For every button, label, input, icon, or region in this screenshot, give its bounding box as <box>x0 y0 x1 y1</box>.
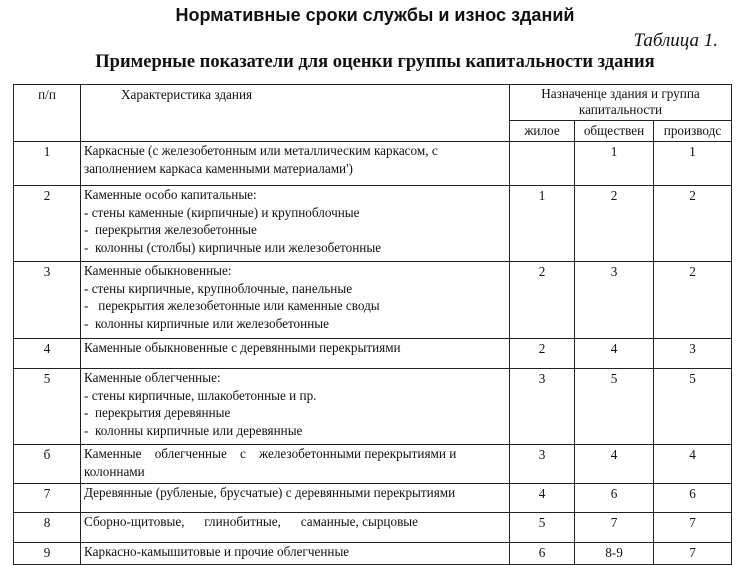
description-line: - стены каменные (кирпичные) и крупноблочные <box>84 204 360 220</box>
value-public: 5 <box>575 369 654 445</box>
value-industrial: 4 <box>654 445 732 484</box>
description-line: Деревянные (рубленые, брусчатые) с деревянными перекрытиями <box>84 485 456 500</box>
value-public: 8-9 <box>575 543 654 565</box>
description-line: - перекрытия железобетонные или каменные своды <box>84 298 380 313</box>
table-row <box>14 369 732 445</box>
table-row <box>14 339 732 369</box>
table-row <box>14 445 732 484</box>
row-num: 8 <box>14 513 81 543</box>
row-description <box>81 339 510 369</box>
header-group <box>510 85 732 121</box>
value-residential: 3 <box>510 445 575 484</box>
table-row <box>14 513 732 543</box>
value-residential: 2 <box>510 262 575 339</box>
value-public: 1 <box>575 142 654 186</box>
table-number-label: Таблица 1. <box>633 30 718 51</box>
header-description: Характеристика здания <box>81 85 510 142</box>
value-industrial: 5 <box>654 369 732 445</box>
row-description <box>81 445 510 484</box>
description-line: Каменные облегченные: <box>84 370 221 385</box>
value-industrial: 2 <box>654 262 732 339</box>
description-line: Каркасно-камышитовые и прочие облегченные <box>84 544 350 559</box>
row-num: 4 <box>14 339 81 369</box>
description-line: колоннами <box>84 463 145 479</box>
row-num: 9 <box>14 543 81 565</box>
table-row <box>14 186 732 262</box>
value-industrial: 2 <box>654 186 732 262</box>
header-group-line2: капитальности <box>578 102 663 117</box>
description-line: Сборно-щитовые, глинобитные, саманные, сырцовые <box>84 514 419 529</box>
value-industrial: 1 <box>654 142 732 186</box>
description-line: - колонны кирпичные или деревянные <box>84 422 303 438</box>
description-line: - колонны кирпичные или железобетонные <box>84 315 329 331</box>
value-public: 2 <box>575 186 654 262</box>
description-line: - стены кирпичные, крупноблочные, панельные <box>84 280 353 296</box>
row-num: б <box>14 445 81 484</box>
row-description <box>81 369 510 445</box>
description-line: - перекрытия деревянные <box>84 405 231 420</box>
description-line: Каменные облегченные с железобетонными перекрытиями и <box>84 446 457 461</box>
row-num: 1 <box>14 142 81 186</box>
value-industrial: 7 <box>654 513 732 543</box>
row-description <box>81 142 510 186</box>
table-header-row <box>14 85 732 121</box>
value-residential: 5 <box>510 513 575 543</box>
row-description <box>81 262 510 339</box>
description-line: - колонны (столбы) кирпичные или железобетонные <box>84 239 382 255</box>
value-residential: 6 <box>510 543 575 565</box>
row-num: 5 <box>14 369 81 445</box>
value-residential: 3 <box>510 369 575 445</box>
description-line: Каменные обыкновенные: <box>84 263 232 278</box>
row-num: 2 <box>14 186 81 262</box>
value-public: 7 <box>575 513 654 543</box>
row-description <box>81 484 510 513</box>
description-line: заполнением каркаса каменными материалами') <box>84 160 353 176</box>
value-public: 6 <box>575 484 654 513</box>
value-industrial: 3 <box>654 339 732 369</box>
value-public: 4 <box>575 445 654 484</box>
description-line: Каменные особо капитальные: <box>84 187 257 202</box>
description-line: Каркасные (с железобетонным или металлическим каркасом, с <box>84 143 438 158</box>
header-public: обществен <box>575 121 654 142</box>
table-row <box>14 142 732 186</box>
row-description <box>81 543 510 565</box>
header-group-line1: Назначенце здания и группа <box>541 86 700 101</box>
header-residential: жилое <box>510 121 575 142</box>
description-line: Каменные обыкновенные с деревянными перекрытиями <box>84 340 401 355</box>
table-subtitle: Примерные показатели для оценки группы капитальности здания <box>95 52 655 72</box>
row-description <box>81 513 510 543</box>
value-residential: 2 <box>510 339 575 369</box>
header-industrial: производс <box>654 121 732 142</box>
row-num: 3 <box>14 262 81 339</box>
value-public: 3 <box>575 262 654 339</box>
value-residential: 1 <box>510 186 575 262</box>
description-line: - стены кирпичные, шлакобетонные и пр. <box>84 387 317 403</box>
table-row <box>14 262 732 339</box>
value-residential <box>510 142 575 186</box>
table-row <box>14 484 732 513</box>
table-row <box>14 543 732 565</box>
header-num: п/п <box>14 85 81 142</box>
document-title: Нормативные сроки службы и износ зданий <box>175 5 575 25</box>
description-line: - перекрытия железобетонные <box>84 222 257 237</box>
capital-group-table <box>13 84 732 565</box>
row-description <box>81 186 510 262</box>
row-num: 7 <box>14 484 81 513</box>
value-industrial: 6 <box>654 484 732 513</box>
value-public: 4 <box>575 339 654 369</box>
value-industrial: 7 <box>654 543 732 565</box>
value-residential: 4 <box>510 484 575 513</box>
